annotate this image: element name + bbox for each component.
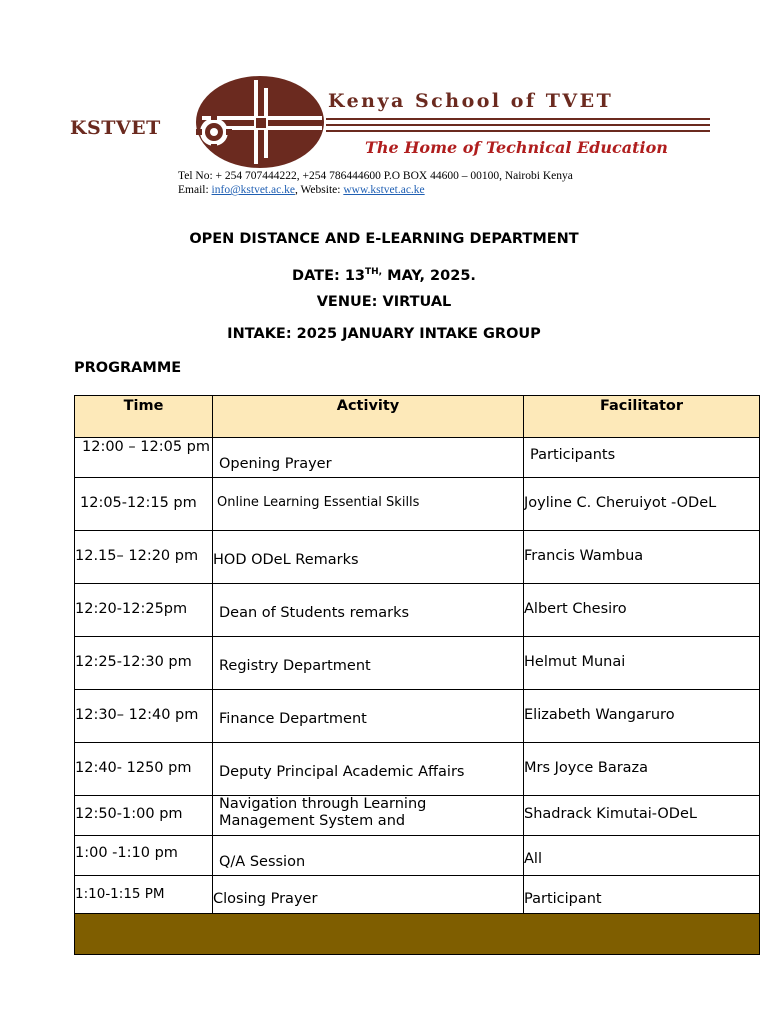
row-facilitator: Francis Wambua [524,548,644,564]
letterhead [60,72,720,202]
row-time: 12:30– 12:40 pm [75,707,199,723]
contact-email-line [178,184,425,196]
kstvet-logo-icon [192,74,328,170]
row-facilitator: Albert Chesiro [524,601,627,617]
row-activity: Deputy Principal Academic Affairs [219,764,465,780]
header-rule [326,130,710,132]
school-name: Kenya School of TVET [328,90,614,112]
programme-heading: PROGRAMME [74,360,182,376]
row-facilitator: Elizabeth Wangaruro [524,707,675,723]
row-facilitator: Shadrack Kimutai-ODeL [524,806,697,822]
row-facilitator: Joyline C. Cheruiyot -ODeL [524,495,717,511]
email-label: Email: [178,184,212,196]
website-label: , Website: [294,184,344,196]
row-time: 12:05-12:15 pm [80,495,197,511]
header-rule [326,124,710,126]
row-facilitator: Participant [524,891,602,907]
venue-line: VENUE: VIRTUAL [316,294,452,310]
table-row [75,743,760,796]
tagline: The Home of Technical Education [365,138,668,157]
table-row [75,584,760,637]
table-row [75,796,760,836]
table-row [75,836,760,876]
table-footer-row [75,914,760,955]
table-row [75,438,760,478]
row-facilitator: Participants [530,447,616,463]
column-header-facilitator: Facilitator [524,396,760,438]
website-link[interactable]: www.kstvet.ac.ke [343,184,425,196]
row-activity: Online Learning Essential Skills [217,495,420,510]
row-activity: Registry Department [219,658,371,674]
table-row [75,876,760,914]
row-facilitator: Helmut Munai [524,654,626,670]
brand-name: KSTVET [70,117,161,139]
date-prefix: DATE: 13 [292,267,365,284]
row-activity: Finance Department [219,711,367,727]
row-time: 12:40- 1250 pm [75,760,192,776]
row-time: 1:10-1:15 PM [75,886,165,902]
row-time: 12:20-12:25pm [75,601,188,617]
table-header-row [75,396,760,438]
row-time: 12:00 – 12:05 pm [82,439,210,455]
table-row [75,690,760,743]
footer-bar [75,914,760,955]
row-facilitator: Mrs Joyce Baraza [524,760,649,776]
date-superscript: TH, [365,267,383,277]
table-row [75,531,760,584]
row-activity: Dean of Students remarks [219,605,410,621]
header-rule [326,118,710,120]
row-activity: Q/A Session [219,854,306,870]
programme-table [74,395,760,955]
row-activity: Navigation through Learning Management System and [219,796,427,829]
column-header-time: Time [75,396,213,438]
row-time: 12:25-12:30 pm [75,654,192,670]
intake-line: INTAKE: 2025 JANUARY INTAKE GROUP [227,326,541,342]
row-time: 12.15– 12:20 pm [75,548,199,564]
row-activity: HOD ODeL Remarks [213,552,359,568]
department-title: OPEN DISTANCE AND E-LEARNING DEPARTMENT [189,231,579,247]
table-row [75,637,760,690]
date-suffix: MAY, 2025. [382,267,476,284]
date-line [0,267,768,284]
row-activity: Closing Prayer [213,891,318,907]
column-header-activity: Activity [213,396,524,438]
row-facilitator: All [524,851,542,867]
contact-tel: Tel No: + 254 707444222, +254 786444600 P.O BOX 44600 – 00100, Nairobi Kenya [178,170,573,182]
row-time: 12:50-1:00 pm [75,806,183,822]
table-row [75,478,760,531]
row-time: 1:00 -1:10 pm [75,845,178,861]
row-activity: Opening Prayer [219,456,332,472]
email-link[interactable]: info@kstvet.ac.ke [211,184,295,196]
